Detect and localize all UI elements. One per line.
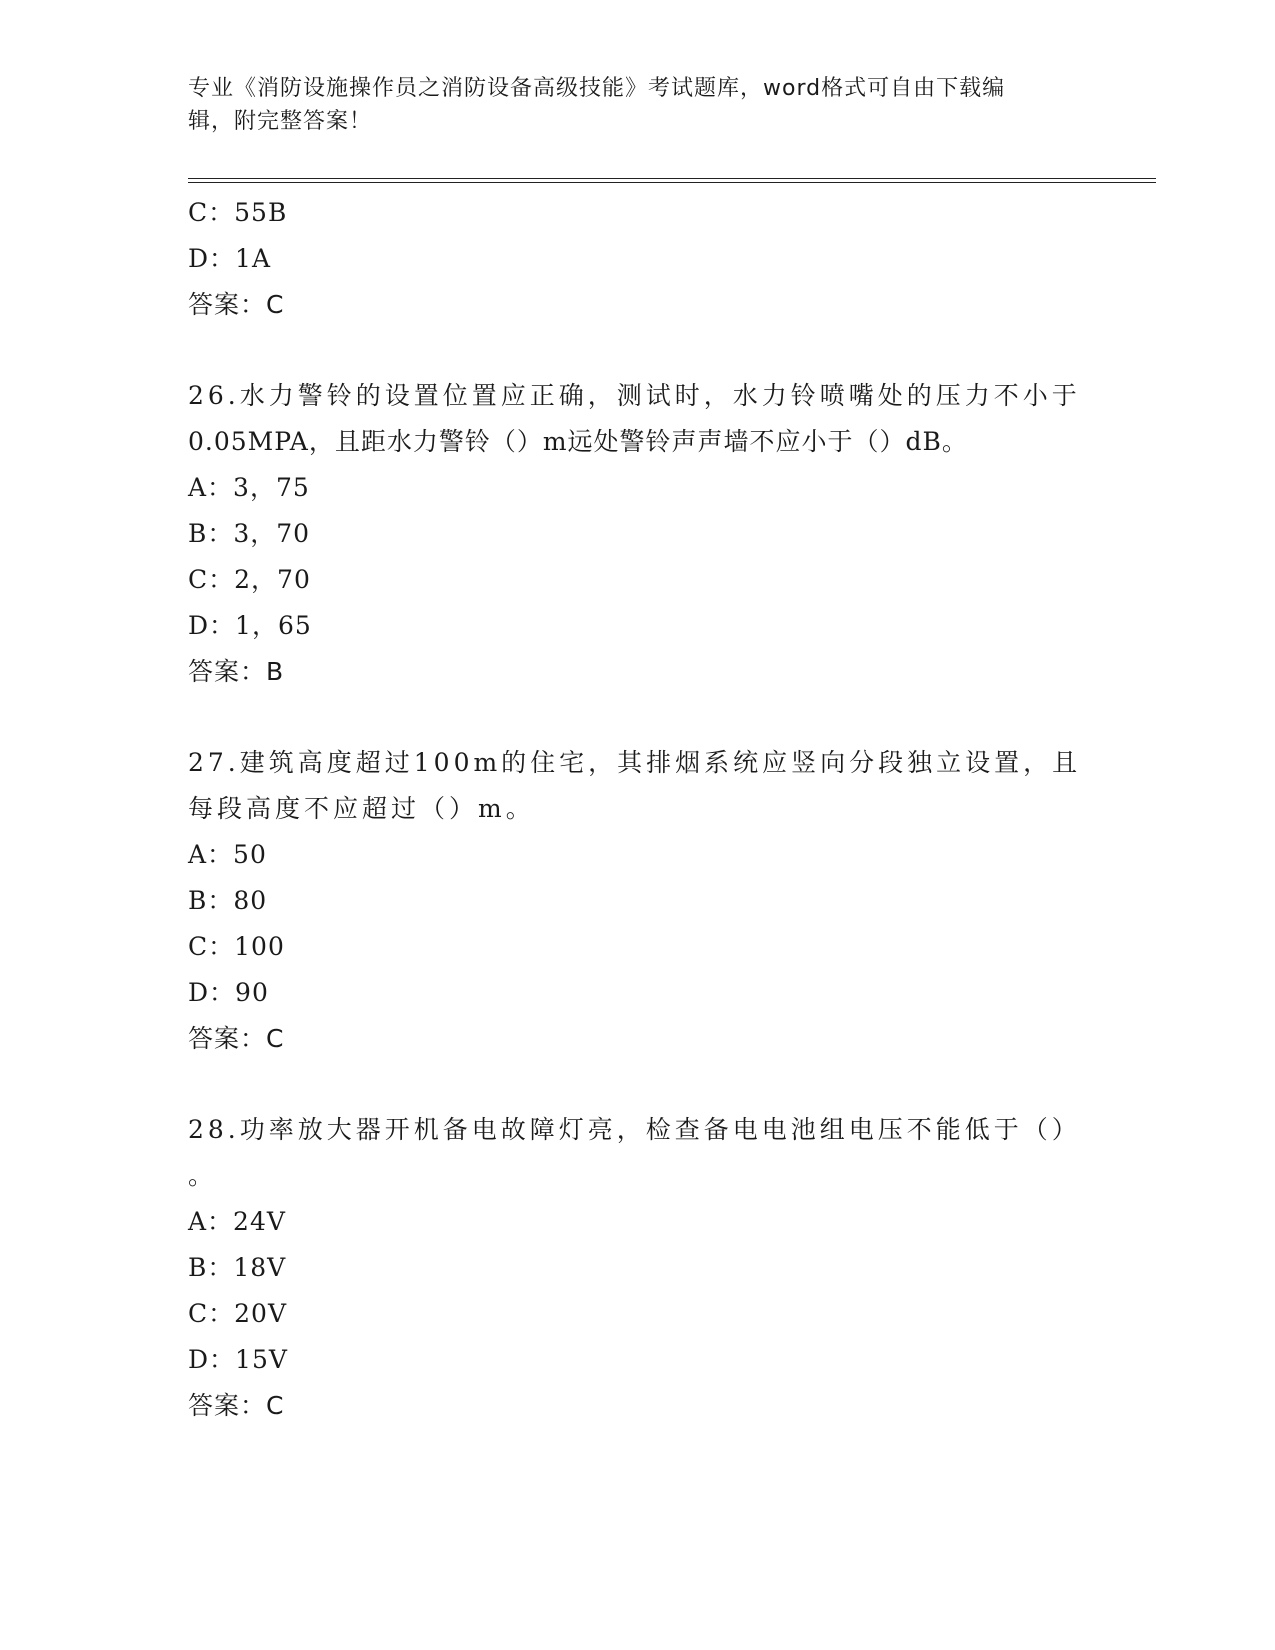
question-text: 。 (188, 1161, 215, 1190)
header-rule-bottom (188, 182, 1156, 183)
option-c: C：20V (188, 1299, 287, 1328)
question-list (188, 190, 1088, 1429)
question-26 (188, 373, 1088, 695)
option: C：55B (188, 198, 288, 227)
question-27 (188, 740, 1088, 1062)
option-c: C：2，70 (188, 565, 311, 594)
header-line-2: 辑，附完整答案！ (188, 109, 373, 134)
option-d: D：1，65 (188, 611, 312, 640)
option: D：1A (188, 244, 272, 273)
option-b: B：3，70 (188, 519, 311, 548)
option-a: A：50 (188, 840, 267, 869)
option-b: B：80 (188, 886, 268, 915)
question-text: 26.水力警铃的设置位置应正确，测试时，水力铃喷嘴处的压力不小于 (188, 381, 1081, 410)
question-text: 28.功率放大器开机备电故障灯亮，检查备电电池组电压不能低于（） (188, 1115, 1081, 1144)
previous-question-tail (188, 190, 1088, 328)
answer: 答案：C (188, 290, 285, 319)
answer: 答案：B (188, 657, 285, 686)
question-text: 27.建筑高度超过100m的住宅，其排烟系统应竖向分段独立设置，且 (188, 748, 1082, 777)
question-text: 每段高度不应超过（）m。 (188, 794, 535, 823)
question-28 (188, 1107, 1088, 1429)
question-text: 0.05MPA，且距水力警铃（）m远处警铃声声墙不应小于（）dB。 (188, 427, 968, 456)
answer: 答案：C (188, 1024, 285, 1053)
option-c: C：100 (188, 932, 285, 961)
option-a: A：24V (188, 1207, 286, 1236)
page-header (188, 72, 1068, 138)
header-rule-top (188, 178, 1156, 179)
header-line-1: 专业《消防设施操作员之消防设备高级技能》考试题库，word格式可自由下载编 (188, 76, 1006, 101)
option-b: B：18V (188, 1253, 287, 1282)
option-d: D：15V (188, 1345, 288, 1374)
option-d: D：90 (188, 978, 269, 1007)
option-a: A：3，75 (188, 473, 310, 502)
answer: 答案：C (188, 1391, 285, 1420)
